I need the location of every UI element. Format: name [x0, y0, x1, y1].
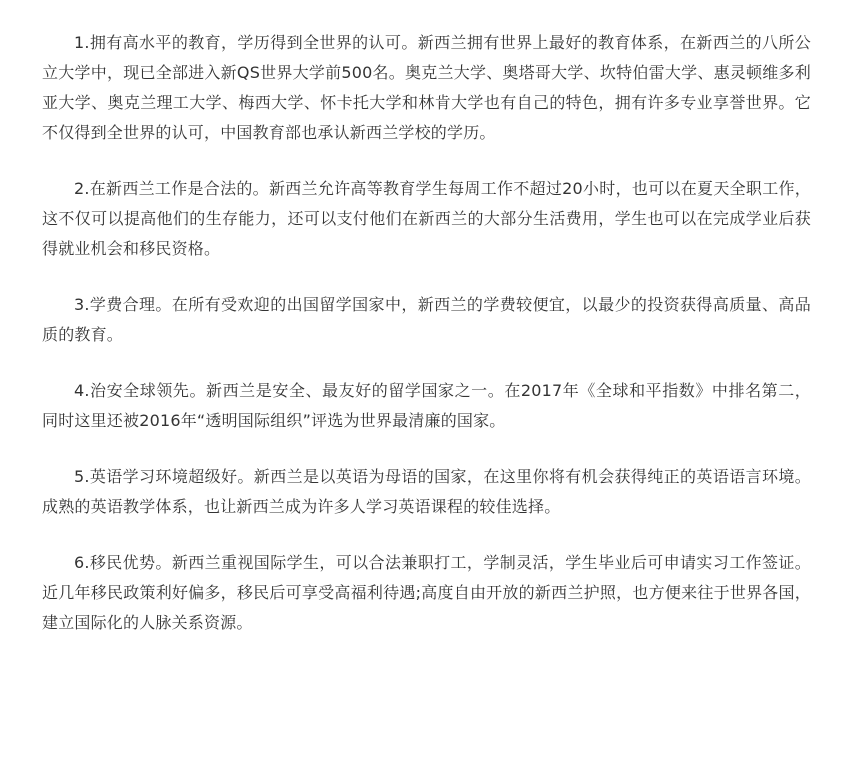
- paragraph-education: 1.拥有高水平的教育，学历得到全世界的认可。新西兰拥有世界上最好的教育体系，在新西兰的八所公立大学中，现已全部进入新QS世界大学前500名。奥克兰大学、奥塔哥大学、坎特伯雷大学、惠灵顿维多利亚大学、奥克兰理工大学、梅西大学、怀卡托大学和林肯大学也有自己的特色，拥有许多专业享誉世界。它不仅得到全世界的认可，中国教育部也承认新西兰学校的学历。: [42, 33, 811, 142]
- paragraph-work: 2.在新西兰工作是合法的。新西兰允许高等教育学生每周工作不超过20小时，也可以在夏天全职工作，这不仅可以提高他们的生存能力，还可以支付他们在新西兰的大部分生活费用，学生也可以在完成学业后获得就业机会和移民资格。: [42, 179, 811, 258]
- paragraph-english: 5.英语学习环境超级好。新西兰是以英语为母语的国家，在这里你将有机会获得纯正的英语语言环境。成熟的英语教学体系，也让新西兰成为许多人学习英语课程的较佳选择。: [42, 467, 811, 516]
- paragraph-tuition: 3.学费合理。在所有受欢迎的出国留学国家中，新西兰的学费较便宜，以最少的投资获得高质量、高品质的教育。: [42, 295, 811, 344]
- paragraph-immigration: 6.移民优势。新西兰重视国际学生，可以合法兼职打工，学制灵活，学生毕业后可申请实习工作签证。近几年移民政策利好偏多，移民后可享受高福利待遇;高度自由开放的新西兰护照，也方便来往于世界各国，建立国际化的人脉关系资源。: [42, 553, 811, 632]
- paragraph-safety: 4.治安全球领先。新西兰是安全、最友好的留学国家之一。在2017年《全球和平指数》中排名第二，同时这里还被2016年“透明国际组织”评选为世界最清廉的国家。: [42, 381, 811, 430]
